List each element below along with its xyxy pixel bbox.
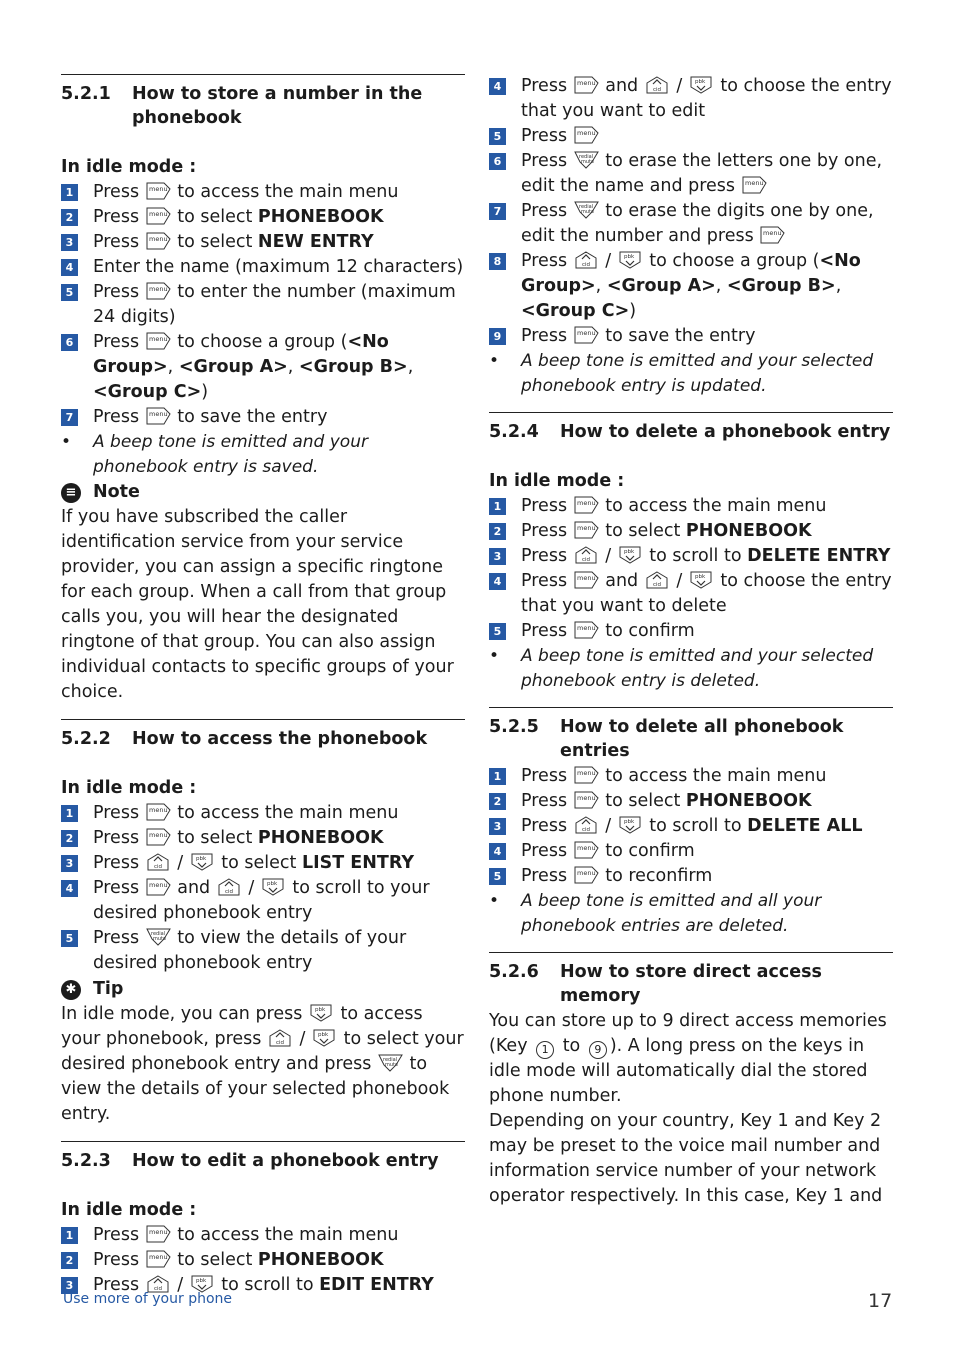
step-number: 1 [61,1227,78,1244]
menu-key-icon [574,496,599,514]
step: 4 Enter the name (maximum 12 characters) [61,255,465,280]
step-number: 6 [61,334,78,351]
step-number: 3 [489,548,506,565]
svg-text:cid: cid [581,827,590,833]
mode-label: In idle mode : [61,778,197,798]
svg-text:menu: menu [148,235,168,243]
result-bullet: • A beep tone is emitted and your selected phonebook entry is deleted. [489,646,874,691]
step-number: 5 [61,284,78,301]
key-9-icon: 9 [589,1041,607,1059]
menu-key-icon [574,326,599,344]
step: 4 Press menu and cid / pbk to choose the entry that you want to edit [489,74,893,124]
step-number: 8 [489,253,506,270]
step: 5 Press menu [489,124,893,149]
svg-text:menu: menu [576,499,596,507]
key-1-icon: 1 [536,1041,554,1059]
step-number: 2 [489,793,506,810]
down-pbk-key-icon [261,878,286,896]
redial-mute-key-icon [574,151,599,169]
step: 1 Press menu to access the main menu [61,1223,465,1248]
up-cid-key-icon [645,571,670,589]
menu-key-icon [146,1225,171,1243]
step: 1 Press menu to access the main menu [61,180,465,205]
step: 4 Press menu and cid / pbk to choose the entry that you want to delete [489,569,893,619]
section-number: 5.2.4 [489,422,539,442]
up-cid-key-icon [574,816,599,834]
section-number: 5.2.3 [61,1151,111,1171]
step: 5 Press menu to reconfirm [489,864,893,889]
footer-section-label: Use more of your phone [63,1291,233,1307]
left-column [61,74,465,1312]
svg-text:pbk: pbk [195,1278,206,1284]
menu-key-icon [146,828,171,846]
step-number: 1 [489,498,506,515]
mode-label: In idle mode : [489,471,625,491]
body-paragraph: Depending on your country, Key 1 and Key 2 may be preset to the voice mail number and information service number of your network operator respectively. In this case, Key 1 and [489,1111,883,1206]
svg-text:menu: menu [576,574,596,582]
section-heading [61,82,465,130]
svg-text:menu: menu [576,624,596,632]
down-pbk-key-icon [309,1004,334,1022]
svg-text:redial: redial [578,154,593,160]
step: 1 Press menu to access the main menu [61,801,465,826]
redial-mute-key-icon [574,201,599,219]
menu-key-icon [574,76,599,94]
step: 8 Press cid / pbk to choose a group (<No Group>, <Group A>, <Group B>, <Group C>) [489,249,893,324]
svg-text:cid: cid [153,864,162,870]
step-number: 5 [489,868,506,885]
step: 9 Press menu to save the entry [489,324,893,349]
section-number: 5.2.1 [61,84,111,104]
svg-text:pbk: pbk [314,1007,326,1013]
step: 6 Press menu to choose a group (<No Group>, <Group A>, <Group B>, <Group C>) [61,330,465,405]
step-number: 6 [489,153,506,170]
down-pbk-key-icon [312,1029,337,1047]
section-number: 5.2.5 [489,717,539,737]
menu-key-icon [760,226,785,244]
svg-text:menu: menu [148,881,168,889]
svg-text:redial: redial [578,204,593,210]
section-5-2-5 [489,707,893,938]
section-number: 5.2.6 [489,962,539,982]
section-title: How to store direct access memory [560,962,822,1006]
step: 1 Press menu to access the main menu [489,764,893,789]
mode-label: In idle mode : [61,1200,197,1220]
result-bullet: • A beep tone is emitted and your phonebook entry is saved. [61,432,368,477]
svg-text:menu: menu [576,524,596,532]
svg-text:menu: menu [148,185,168,193]
menu-key-icon [574,521,599,539]
menu-key-icon [574,841,599,859]
step-number: 7 [489,203,506,220]
down-pbk-key-icon [689,76,714,94]
svg-text:cid: cid [581,557,590,563]
section-5-2-2 [61,719,465,1127]
down-pbk-key-icon [190,853,215,871]
step: 4 Press menu to confirm [489,839,893,864]
step: 1 Press menu to access the main menu [489,494,893,519]
down-pbk-key-icon [618,546,643,564]
up-cid-key-icon [645,76,670,94]
step-number: 4 [489,573,506,590]
section-heading [61,727,465,751]
mode-label: In idle mode : [61,157,197,177]
step: 5 Press menu to confirm [489,619,893,644]
up-cid-key-icon [146,853,171,871]
body-paragraph: You can store up to 9 direct access memories (Key 1 to 9 ). A long press on the keys in idle mode will automatically dial the stored phone number. [489,1011,887,1106]
step-number: 3 [61,234,78,251]
menu-key-icon [574,621,599,639]
step-number: 5 [489,623,506,640]
step-number: 4 [489,78,506,95]
step-number: 7 [61,409,78,426]
svg-text:pbk: pbk [623,254,634,260]
menu-key-icon [146,803,171,821]
menu-key-icon [146,182,171,200]
section-5-2-1 [61,74,465,705]
step: 3 Press menu to select NEW ENTRY [61,230,465,255]
menu-key-icon [146,207,171,225]
section-heading [61,1149,465,1173]
svg-text:mute: mute [384,1062,398,1068]
note-heading: ≡ Note [61,480,465,505]
step: 3 Press cid / pbk to scroll to DELETE ENTRY [489,544,893,569]
step: 5 Press redial mute to view the details of your desired phonebook entry [61,926,465,976]
svg-text:mute: mute [580,159,594,165]
menu-key-icon [146,878,171,896]
step-number: 5 [61,930,78,947]
menu-key-icon [574,126,599,144]
step-number: 1 [61,805,78,822]
svg-text:cid: cid [652,582,661,588]
menu-key-icon [574,866,599,884]
note-text: If you have subscribed the caller identification service from your service provider, you can assign a specific ringtone for each group. When a call from that group calls you, you will hear the designated ringtone of that group. You can also assign individual contacts to specific groups of your choice. [61,507,454,702]
section-heading [489,420,893,444]
svg-text:pbk: pbk [623,549,634,555]
down-pbk-key-icon [689,571,714,589]
section-title: How to delete all phonebook entries [560,717,844,761]
menu-key-icon [146,332,171,350]
section-heading [489,960,893,1008]
menu-key-icon [146,232,171,250]
svg-text:menu: menu [576,769,596,777]
svg-text:menu: menu [148,806,168,814]
page-number: 17 [868,1290,893,1312]
svg-text:cid: cid [224,889,233,895]
svg-text:menu: menu [576,794,596,802]
step: 6 Press redial mute to erase the letters one by one, edit the name and press menu [489,149,893,199]
result-bullet: • A beep tone is emitted and your selected phonebook entry is updated. [489,351,874,396]
svg-text:pbk: pbk [195,856,206,862]
svg-text:menu: menu [576,79,596,87]
svg-text:menu: menu [148,1253,168,1261]
svg-text:menu: menu [148,410,168,418]
menu-key-icon [574,571,599,589]
step-number: 2 [489,523,506,540]
step: 2 Press menu to select PHONEBOOK [61,1248,465,1273]
section-title: How to access the phonebook [132,729,428,749]
svg-text:menu: menu [576,329,596,337]
step-number: 2 [61,1252,78,1269]
menu-key-icon [574,766,599,784]
step: 2 Press menu to select PHONEBOOK [489,519,893,544]
step-number: 4 [489,843,506,860]
svg-text:mute: mute [580,209,594,215]
section-number: 5.2.2 [61,729,111,749]
menu-key-icon [146,282,171,300]
step: 2 Press menu to select PHONEBOOK [61,826,465,851]
step: 7 Press menu to save the entry [61,405,465,430]
section-heading [489,715,893,763]
svg-text:menu: menu [148,335,168,343]
down-pbk-key-icon [618,251,643,269]
step-number: 5 [489,128,506,145]
result-bullet: • A beep tone is emitted and all your phonebook entries are deleted. [489,891,822,936]
step: 3 Press cid / pbk to scroll to DELETE ALL [489,814,893,839]
step: 3 Press cid / pbk to select LIST ENTRY [61,851,465,876]
svg-text:menu: menu [576,869,596,877]
step-number: 3 [61,855,78,872]
svg-text:mute: mute [152,936,166,942]
svg-text:menu: menu [148,1228,168,1236]
svg-text:pbk: pbk [266,881,277,887]
step-number: 4 [61,880,78,897]
note-icon: ≡ [61,483,81,503]
up-cid-key-icon [217,878,242,896]
step: 5 Press menu to enter the number (maximum 24 digits) [61,280,465,330]
up-cid-key-icon [574,251,599,269]
svg-text:menu: menu [576,129,596,137]
step-number: 3 [489,818,506,835]
menu-key-icon [574,791,599,809]
svg-text:pbk: pbk [694,79,705,85]
step: 4 Press menu and cid / pbk to scroll to your desired phonebook entry [61,876,465,926]
section-title: How to delete a phonebook entry [560,422,891,442]
down-pbk-key-icon [618,816,643,834]
step-number: 3 [61,1277,78,1294]
step-number: 1 [489,768,506,785]
step-number: 1 [61,184,78,201]
svg-text:pbk: pbk [623,819,634,825]
step: 7 Press redial mute to erase the digits one by one, edit the number and press menu [489,199,893,249]
svg-text:menu: menu [576,844,596,852]
tip-text: In idle mode, you can press pbk to access your phonebook, press cid / pbk to select your desired phonebook entry and press redial mute to view the details of your selected phonebook entry. [61,1004,464,1124]
step: 2 Press menu to select PHONEBOOK [61,205,465,230]
section-5-2-4 [489,412,893,693]
section-title: How to store a number in the phonebook [132,84,423,128]
svg-text:menu: menu [148,831,168,839]
svg-text:menu: menu [148,285,168,293]
svg-text:redial: redial [382,1057,397,1063]
step-number: 9 [489,328,506,345]
up-cid-key-icon [574,546,599,564]
step: 3 Press cid / pbk to scroll to EDIT ENTRY [61,1273,465,1298]
menu-key-icon [146,407,171,425]
tip-heading: ✱ Tip [61,977,465,1002]
step-number: 2 [61,830,78,847]
tip-icon: ✱ [61,980,81,1000]
section-5-2-3-continued [489,74,893,398]
svg-text:menu: menu [763,229,782,237]
redial-mute-key-icon [378,1054,403,1072]
svg-text:menu: menu [148,210,168,218]
svg-text:cid: cid [275,1040,284,1046]
svg-text:pbk: pbk [694,574,705,580]
section-5-2-3 [61,1141,465,1298]
svg-text:cid: cid [153,1286,162,1292]
step-number: 2 [61,209,78,226]
svg-text:pbk: pbk [318,1032,329,1038]
svg-text:cid: cid [652,87,661,93]
up-cid-key-icon [268,1029,293,1047]
section-title: How to edit a phonebook entry [132,1151,439,1171]
right-column [489,74,893,1223]
menu-key-icon [742,176,767,194]
svg-text:menu: menu [744,179,764,187]
svg-text:redial: redial [150,931,165,937]
menu-key-icon [146,1250,171,1268]
section-5-2-6 [489,952,893,1209]
redial-mute-key-icon [146,928,171,946]
step-number: 4 [61,259,78,276]
step: 2 Press menu to select PHONEBOOK [489,789,893,814]
svg-text:cid: cid [581,262,590,268]
